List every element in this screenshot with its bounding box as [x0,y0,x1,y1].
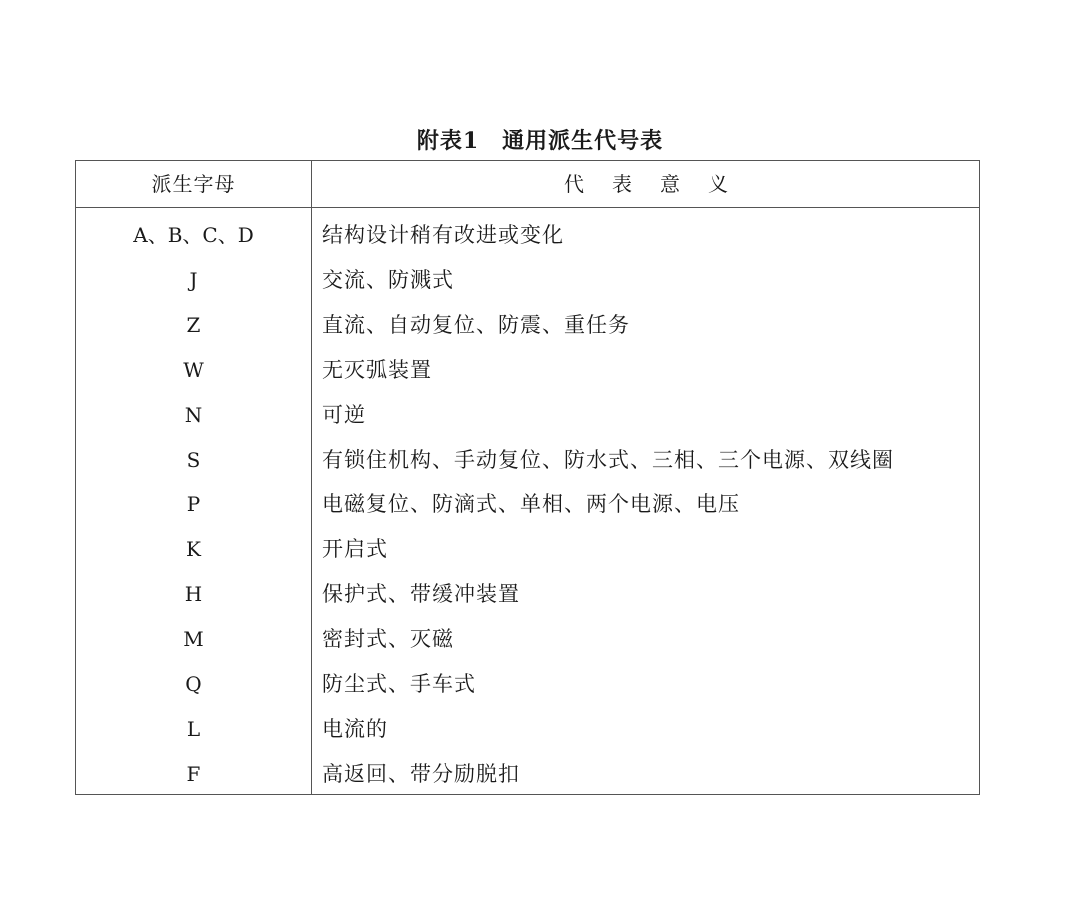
derivative-letter-cell: J [189,267,198,292]
table-row [76,617,979,662]
table-row [76,752,979,797]
table-row [76,527,979,572]
derivative-code-table [75,160,980,795]
meaning-cell: 电流的 [322,716,388,741]
meaning-cell: 可逆 [322,402,366,427]
derivative-letter-cell: H [184,582,203,607]
derivative-letter-cell: A、B、C、D [133,223,254,247]
derivative-letter-cell: Q [185,672,202,696]
meaning-cell: 有锁住机构、手动复位、防水式、三相、三个电源、双线圈 [322,447,894,472]
derivative-letter-cell: N [184,402,203,427]
meaning-cell: 结构设计稍有改进或变化 [322,223,564,247]
meaning-cell: 高返回、带分励脱扣 [322,761,520,786]
derivative-letter-cell: P [186,492,201,517]
derivative-letter-cell: W [183,357,204,382]
derivative-letter-cell: Z [186,312,201,337]
header-meaning: 代表意义 [564,172,756,196]
meaning-cell: 电磁复位、防滴式、单相、两个电源、电压 [322,492,740,517]
table-row [76,258,979,303]
table-row [76,572,979,617]
header-divider [76,207,979,208]
header-derivative-letter: 派生字母 [151,172,236,196]
derivative-letter-cell: S [186,447,201,472]
meaning-cell: 直流、自动复位、防震、重任务 [322,312,630,337]
meaning-cell: 保护式、带缓冲装置 [322,582,520,607]
meaning-cell: 密封式、灭磁 [322,627,454,652]
meaning-cell: 开启式 [322,537,388,562]
table-row [76,303,979,348]
table-row [76,213,979,258]
meaning-cell: 防尘式、手车式 [322,672,476,696]
table-row [76,662,979,707]
meaning-cell: 交流、防溅式 [322,267,454,292]
meaning-cell: 无灭弧装置 [322,357,432,382]
derivative-letter-cell: K [186,537,201,562]
table-row [76,393,979,438]
table-row [76,438,979,483]
table-row [76,482,979,527]
table-row [76,348,979,393]
table-title: 附表1 通用派生代号表 [416,128,664,154]
derivative-letter-cell: M [183,627,204,652]
table-row [76,707,979,752]
derivative-letter-cell: F [186,761,201,786]
derivative-letter-cell: L [186,716,201,741]
